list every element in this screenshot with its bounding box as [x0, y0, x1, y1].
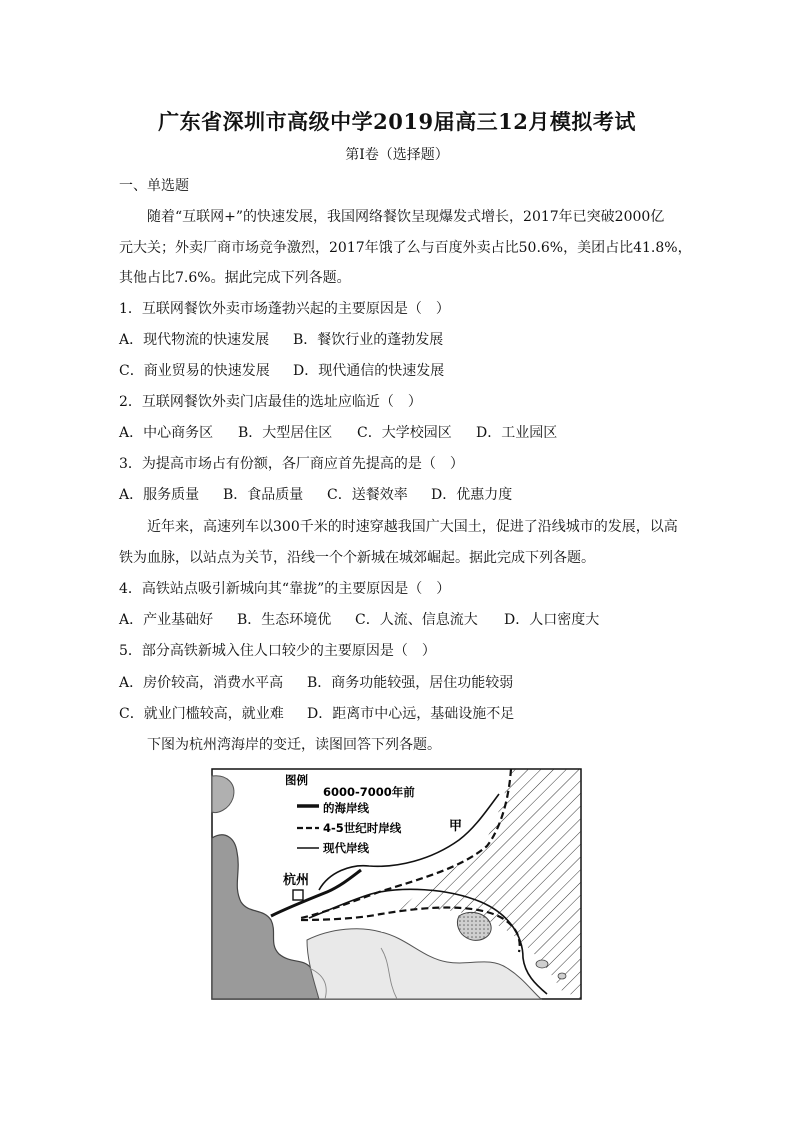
question-4-option-c: C．人流、信息流大 [355, 612, 478, 628]
exam-title: 广东省深圳市高级中学2019届高三12月模拟考试 [158, 109, 636, 134]
question-5-option-b: B．商务功能较强，居住功能较弱 [307, 675, 514, 691]
question-2-option-a: A．中心商务区 [119, 425, 214, 441]
legend-item-3: 现代岸线 [323, 841, 369, 855]
passage2-line1: 近年来，高速列车以300千米的时速穿越我国广大国土，促进了沿线城市的发展，以高 [147, 519, 678, 535]
hangzhou-marker [293, 890, 303, 900]
question-3-option-b: B．食品质量 [223, 487, 304, 503]
question-2-option-b: B．大型居住区 [238, 425, 333, 441]
question-5-options-row2 [119, 704, 514, 724]
small-island [558, 973, 566, 979]
question-2-options [119, 423, 557, 443]
passage1-line2: 元大关；外卖厂商市场竞争激烈，2017年饿了么与百度外卖占比50.6%，美团占比41.8%， [119, 240, 692, 256]
hangzhou-bay-map [211, 768, 582, 1000]
question-1-option-a: A．现代物流的快速发展 [119, 332, 270, 348]
question-5-option-a: A．房价较高，消费水平高 [119, 675, 284, 691]
label-hangzhou: 杭州 [283, 873, 310, 888]
label-jia: 甲 [449, 819, 463, 834]
exam-subtitle: 第I卷（选择题） [345, 147, 449, 163]
question-2-option-c: C．大学校园区 [357, 425, 452, 441]
question-3-option-c: C．送餐效率 [327, 487, 408, 503]
passage2-line2: 铁为血脉，以站点为关节，沿线一个个新城在城郊崛起。据此完成下列各题。 [119, 550, 595, 566]
legend-item-2: 4-5世纪时岸线 [323, 821, 402, 835]
question-4-options [119, 610, 599, 630]
passage1-line3: 其他占比7.6%。据此完成下列各题。 [119, 270, 351, 286]
question-3-option-d: D．优惠力度 [431, 487, 513, 503]
legend-item-1-line1: 6000-7000年前 [323, 785, 415, 799]
question-4-stem: 4．高铁站点吸引新城向其“靠拢”的主要原因是（ ） [119, 581, 451, 597]
question-4-option-d: D．人口密度大 [504, 612, 600, 628]
passage1-line1: 随着“互联网+”的快速发展，我国网络餐饮呈现爆发式增长，2017年已突破2000亿 [147, 209, 665, 225]
small-island [536, 960, 548, 968]
question-5-options-row1 [119, 673, 513, 693]
question-1-stem: 1．互联网餐饮外卖市场蓬勃兴起的主要原因是（ ） [119, 301, 450, 317]
question-1-options-row2 [119, 361, 444, 381]
question-5-option-d: D．距离市中心远，基础设施不足 [307, 706, 515, 722]
question-2-stem: 2．互联网餐饮外卖门店最佳的选址应临近（ ） [119, 394, 422, 410]
question-1-option-b: B．餐饮行业的蓬勃发展 [293, 332, 444, 348]
question-4-option-a: A．产业基础好 [119, 612, 214, 628]
section-heading: 一、单选题 [119, 178, 189, 194]
question-3-option-a: A．服务质量 [119, 487, 200, 503]
question-1-option-c: C．商业贸易的快速发展 [119, 363, 270, 379]
question-4-option-b: B．生态环境优 [237, 612, 332, 628]
question-2-option-d: D．工业园区 [476, 425, 558, 441]
legend-item-1-line2: 的海岸线 [323, 801, 369, 815]
question-1-options-row1 [119, 330, 443, 350]
legend-title: 图例 [285, 773, 308, 787]
question-1-option-d: D．现代通信的快速发展 [293, 363, 445, 379]
question-5-stem: 5．部分高铁新城入住人口较少的主要原因是（ ） [119, 643, 436, 659]
question-5-option-c: C．就业门槛较高，就业难 [119, 706, 284, 722]
passage3-line1: 下图为杭州湾海岸的变迁，读图回答下列各题。 [147, 737, 441, 753]
question-3-stem: 3．为提高市场占有份额，各厂商应首先提高的是（ ） [119, 456, 464, 472]
question-3-options [119, 485, 512, 505]
